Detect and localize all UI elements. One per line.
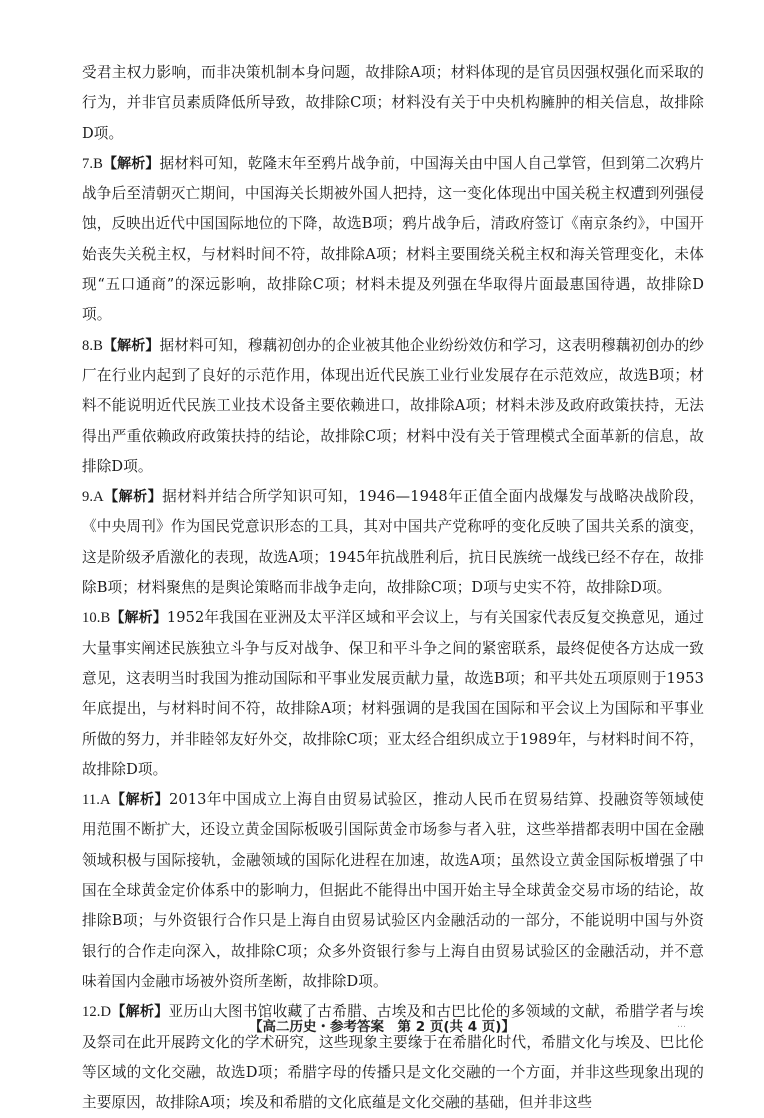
answer-item-10 (82, 603, 704, 785)
item-text: 亚历山大图书馆收藏了古希腊、古埃及和古巴比伦的多领域的文献，希腊学者与埃及祭司在此开展跨文化的学术研究，这些现象主要缘于在希腊化时代，希腊文化与埃及、巴比伦等区域的文化交融，故选D项；希腊字母的传播只是文化交融的一个方面，并非这些现象出现的主要原因，故排除A项；埃及和希腊的文化底蕴是文化交融的基础，但并非这些 (82, 1003, 704, 1112)
item-text: 据材料可知，乾隆末年至鸦片战争前，中国海关由中国人自己掌管，但到第二次鸦片战争后至清朝灭亡期间，中国海关长期被外国人把持，这一变化体现出中国关税主权遭到列强侵蚀，反映出近代中国国际地位的下降，故选B项；鸦片战争后，清政府签订《南京条约》，中国开始丧失关税主权，与材料时间不符，故排除A项；材料主要围绕关税主权和海关管理变化，未体现“五口通商”的深远影响，故排除C项；材料未提及列强在华取得片面最惠国待遇，故排除D项。 (82, 154, 704, 324)
item-text: 2013年中国成立上海自由贸易试验区，推动人民币在贸易结算、投融资等领域使用范围不断扩大，还设立黄金国际板吸引国际黄金市场参与者入驻，这些举措都表明中国在金融领域积极与国际接轨，金融领域的国际化进程在加速，故选A项；虽然设立黄金国际板增强了中国在全球黄金定价体系中的影响力，但据此不能得出中国开始主导全球黄金交易市场的结论，故排除B项；与外资银行合作只是上海自由贸易试验区内金融活动的一部分，不能说明中国与外资银行的合作走向深入，故排除C项；众多外资银行参与上海自由贸易试验区的金融活动，并不意味着国内金融市场被外资所垄断，故排除D项。 (82, 791, 704, 990)
item-text: 据材料可知，穆藕初创办的企业被其他企业纷纷效仿和学习，这表明穆藕初创办的纱厂在行业内起到了良好的示范作用，体现出近代民族工业行业发展存在示范效应，故选B项；材料不能说明近代民族工业技术设备主要依赖进口，故排除A项；材料未涉及政府政策扶持，无法得出严重依赖政府政策扶持的结论，故排除C项；材料中没有关于管理模式全面革新的信息，故排除D项。 (82, 336, 704, 475)
item-answer: A (93, 489, 104, 506)
footer-mark: … (677, 1020, 686, 1030)
item-number: 10. (82, 610, 101, 627)
item-text: 1952年我国在亚洲及太平洋区域和平会议上，与有关国家代表反复交换意见，通过大量事实阐述民族独立斗争与反对战争、保卫和平斗争之间的紧密联系，最终促使各方达成一致意见，这表明当时我国为推动国际和平事业发展贡献力量，故选B项；和平共处五项原则于1953年底提出，与材料时间不符，故排除A项；材料强调的是我国在国际和平会议上为国际和平事业所做的努力，并非睦邻友好外交，故排除C项；亚太经合组织成立于1989年，与材料时间不符，故排除D项。 (82, 609, 704, 778)
answer-item-9 (82, 482, 704, 603)
answer-body (82, 58, 704, 1118)
answer-item-11 (82, 785, 704, 997)
analysis-tag: 【解析】 (111, 1004, 169, 1021)
answer-item-7 (82, 149, 704, 331)
item-number: 9. (82, 489, 94, 506)
analysis-tag: 【解析】 (110, 610, 167, 627)
item-answer: A (100, 792, 111, 809)
item-answer: D (100, 1004, 112, 1021)
analysis-tag: 【解析】 (103, 489, 163, 506)
item-answer: B (100, 610, 111, 627)
analysis-tag: 【解析】 (103, 155, 160, 172)
page-footer: 【高二历史・参考答案 第 2 页(共 4 页)】 (249, 1019, 515, 1035)
item-number: 12. (82, 1004, 101, 1021)
item-text: 据材料并结合所学知识可知，1946—1948年正值全面内战爆发与战略决战阶段，《中央周刊》作为国民党意识形态的工具，其对中国共产党称呼的变化反映了国共关系的演变，这是阶级矛盾激化的表现，故选A项；1945年抗战胜利后，抗日民族统一战线已经不存在，故排除B项；材料聚焦的是舆论策略而非战争走向，故排除C项；D项与史实不符，故排除D项。 (82, 488, 704, 597)
answer-item-8 (82, 331, 704, 482)
item-answer: B (93, 337, 103, 354)
continuation-paragraph: 受君主权力影响，而非决策机制本身问题，故排除A项；材料体现的是官员因强权强化而采取的行为，并非官员素质降低所导致，故排除C项；材料没有关于中央机构臃肿的相关信息，故排除D项。 (82, 64, 704, 142)
item-answer: B (93, 155, 103, 172)
analysis-tag: 【解析】 (103, 337, 160, 354)
analysis-tag: 【解析】 (110, 792, 169, 809)
item-number: 11. (82, 792, 101, 809)
item-number: 8. (82, 337, 94, 354)
item-number: 7. (82, 155, 94, 172)
